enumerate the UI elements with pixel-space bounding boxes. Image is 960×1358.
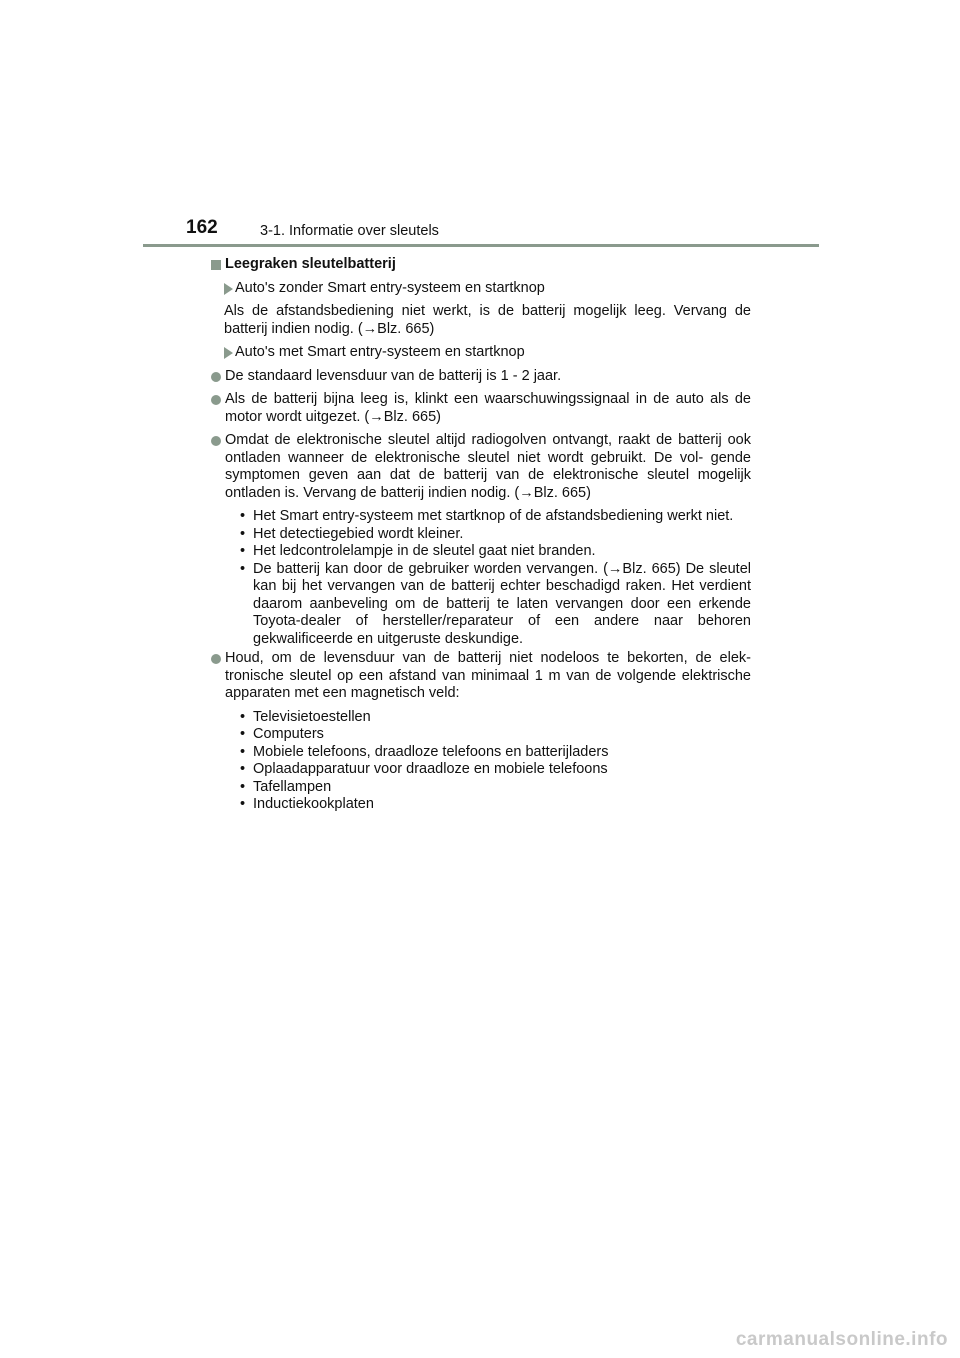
dot-icon <box>211 654 221 664</box>
list-item: • Het ledcontrolelampje in de sleutel gaat niet branden. <box>240 543 596 559</box>
paragraph-remote: Als de afstandsbediening niet werkt, is de batterij mogelijk leeg. Vervang de batterij indien nodig. (→Blz. 665) <box>224 303 751 337</box>
bullet-distance-text: Houd, om de levensduur van de batterij niet nodeloos te bekorten, de elek- tronische sleutel op een afstand van minimaal 1 m van de volgende elektrische apparaten met een magnetisch veld: <box>225 650 751 701</box>
bullet-radio-text: Omdat de elektronische sleutel altijd radiogolven ontvangt, raakt de batterij ook ontladen wanneer de elektronische sleutel niet wordt gebruikt. De vol- gende symptomen geven aan dat de batterij van de elektronische sleutel mogelijk ontladen is. Vervang de batterij indien nodig. (→Blz. 665) <box>225 432 751 501</box>
subheading-no-smart-entry-text: Auto's zonder Smart entry-systeem en startknop <box>235 279 545 296</box>
list-item: • Het Smart entry-systeem met startknop of de afstandsbediening werkt niet. <box>240 508 734 524</box>
list-item: • De batterij kan door de gebruiker worden vervangen. (→Blz. 665) De sleutel kan bij het vervangen van de batterij echter beschadigd raken. Het verdient daarom aanbeveling om de batterij te laten vervangen door een erkende Toyota-dealer of hersteller/reparateur of een andere naar behoren gekwalificeerde en uitgeruste deskundige. <box>240 560 751 647</box>
list-item: • Mobiele telefoons, draadloze telefoons en batterijladers <box>240 743 609 760</box>
list-item: • Tafellampen <box>240 778 332 795</box>
bullet-radio <box>211 432 751 502</box>
list-item: • Oplaadapparatuur voor draadloze en mobiele telefoons <box>240 761 608 777</box>
watermark: carmanualsonline.info <box>735 1329 948 1350</box>
section-title: 3-1. Informatie over sleutels <box>260 223 439 239</box>
device-list <box>240 709 751 814</box>
dot-icon <box>211 372 221 382</box>
bullet-warning-text: Als de batterij bijna leeg is, klinkt een waarschuwingssignaal in de auto als de motor wordt uitgezet. (→Blz. 665) <box>225 391 751 425</box>
bullet-warning <box>211 391 751 426</box>
dot-icon <box>211 395 221 405</box>
triangle-icon <box>224 347 233 359</box>
list-item: • Computers <box>240 726 324 742</box>
section-heading-text: Leegraken sleutelbatterij <box>225 256 396 272</box>
list-item: • Inductiekookplaten <box>240 796 374 812</box>
bullet-distance <box>211 650 751 703</box>
triangle-icon <box>224 283 233 295</box>
subheading-smart-entry <box>224 344 751 362</box>
square-icon <box>211 260 221 270</box>
list-item: • Het detectiegebied wordt kleiner. <box>240 525 464 542</box>
bullet-lifetime <box>211 368 751 386</box>
section-heading <box>211 256 751 274</box>
list-item: • Televisietoestellen <box>240 708 371 725</box>
symptom-list <box>240 508 751 648</box>
page-content <box>211 256 751 816</box>
subheading-smart-entry-text: Auto's met Smart entry-systeem en startknop <box>235 344 525 360</box>
page-number: 162 <box>186 217 218 238</box>
subheading-no-smart-entry <box>224 280 751 298</box>
dot-icon <box>211 436 221 446</box>
bullet-lifetime-text: De standaard levensduur van de batterij is 1 - 2 jaar. <box>225 367 562 384</box>
header-rule <box>143 244 819 247</box>
